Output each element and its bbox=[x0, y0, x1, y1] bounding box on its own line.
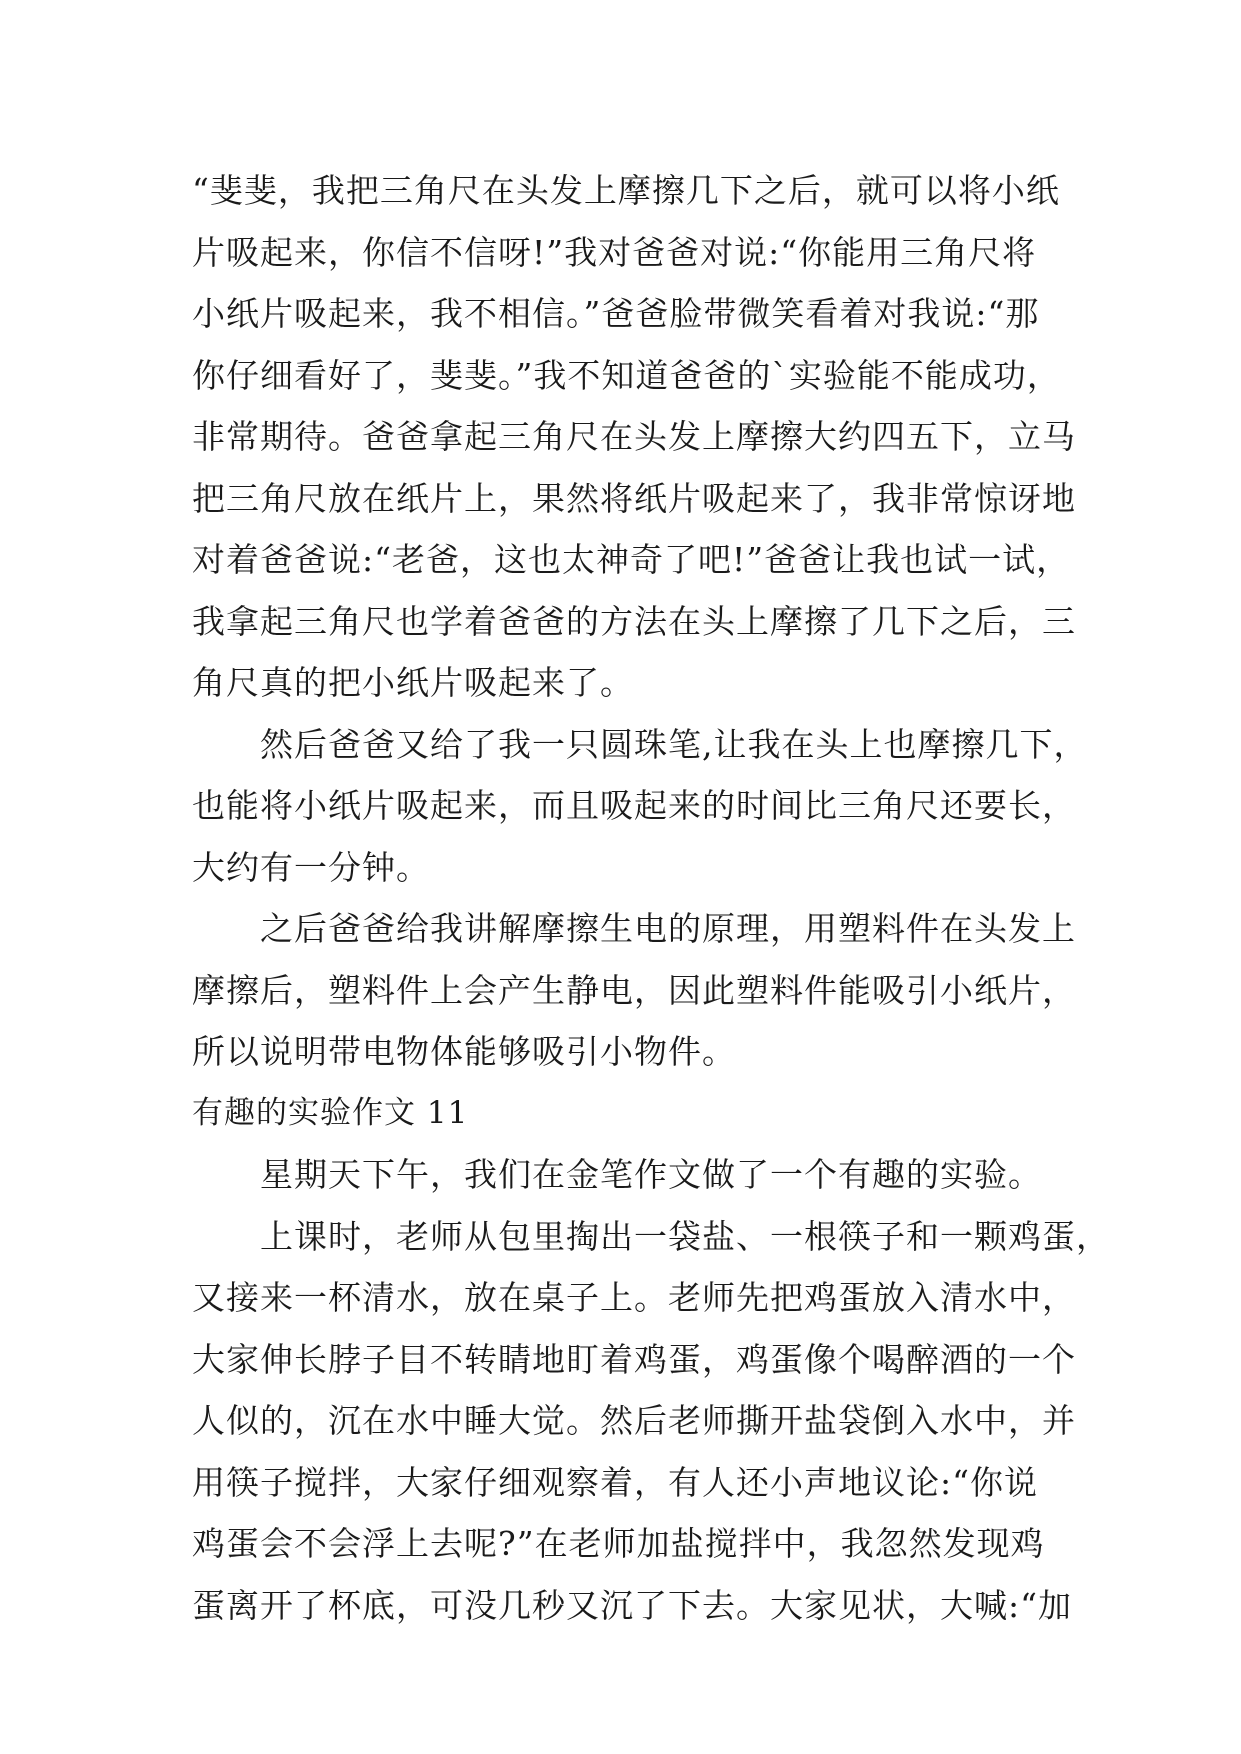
text-line: 摩擦后，塑料件上会产生静电，因此塑料件能吸引小纸片， bbox=[192, 970, 1076, 1010]
text-line: 你仔细看好了，斐斐。”我不知道爸爸的`实验能不能成功， bbox=[192, 355, 1061, 395]
text-line: 所以说明带电物体能够吸引小物件。 bbox=[192, 1032, 736, 1071]
text-line: 上课时，老师从包里掏出一袋盐、一根筷子和一颗鸡蛋， bbox=[192, 1216, 1110, 1256]
text-line: 非常期待。爸爸拿起三角尺在头发上摩擦大约四五下，立马 bbox=[192, 417, 1076, 456]
text-line: 也能将小纸片吸起来，而且吸起来的时间比三角尺还要长， bbox=[192, 786, 1076, 825]
text-line: 片吸起来，你信不信呀!”我对爸爸对说:“你能用三角尺将 bbox=[192, 232, 1037, 272]
text-line: 鸡蛋会不会浮上去呢?”在老师加盐搅拌中，我忽然发现鸡 bbox=[192, 1524, 1045, 1563]
text-line: 小纸片吸起来，我不相信。”爸爸脸带微笑看着对我说:“那 bbox=[192, 294, 1040, 333]
text-line: 大家伸长脖子目不转睛地盯着鸡蛋，鸡蛋像个喝醉酒的一个 bbox=[192, 1339, 1076, 1379]
section-heading: 有趣的实验作文 11 bbox=[192, 1094, 469, 1131]
text-line: 又接来一杯清水，放在桌子上。老师先把鸡蛋放入清水中， bbox=[192, 1278, 1076, 1317]
text-line: 大约有一分钟。 bbox=[192, 847, 430, 887]
text-line: 然后爸爸又给了我一只圆珠笔,让我在头上也摩擦几下， bbox=[192, 724, 1088, 764]
essay-text bbox=[192, 160, 1110, 1636]
text-line: 蛋离开了杯底，可没几秒又沉了下去。大家见状，大喊:“加 bbox=[192, 1585, 1072, 1625]
text-line: 我拿起三角尺也学着爸爸的方法在头上摩擦了几下之后，三 bbox=[192, 601, 1076, 641]
text-line: 人似的，沉在水中睡大觉。然后老师撕开盐袋倒入水中，并 bbox=[192, 1401, 1076, 1440]
text-line: 角尺真的把小纸片吸起来了。 bbox=[192, 663, 634, 702]
text-line: 把三角尺放在纸片上，果然将纸片吸起来了，我非常惊讶地 bbox=[192, 478, 1076, 518]
text-line: “斐斐，我把三角尺在头发上摩擦几下之后，就可以将小纸 bbox=[192, 171, 1060, 210]
text-line: 用筷子搅拌，大家仔细观察着，有人还小声地议论:“你说 bbox=[192, 1462, 1038, 1502]
text-line: 之后爸爸给我讲解摩擦生电的原理，用塑料件在头发上 bbox=[192, 909, 1076, 948]
text-line: 星期天下午，我们在金笔作文做了一个有趣的实验。 bbox=[192, 1155, 1042, 1194]
text-line: 对着爸爸说:“老爸，这也太神奇了吧!”爸爸让我也试一试， bbox=[192, 540, 1071, 579]
